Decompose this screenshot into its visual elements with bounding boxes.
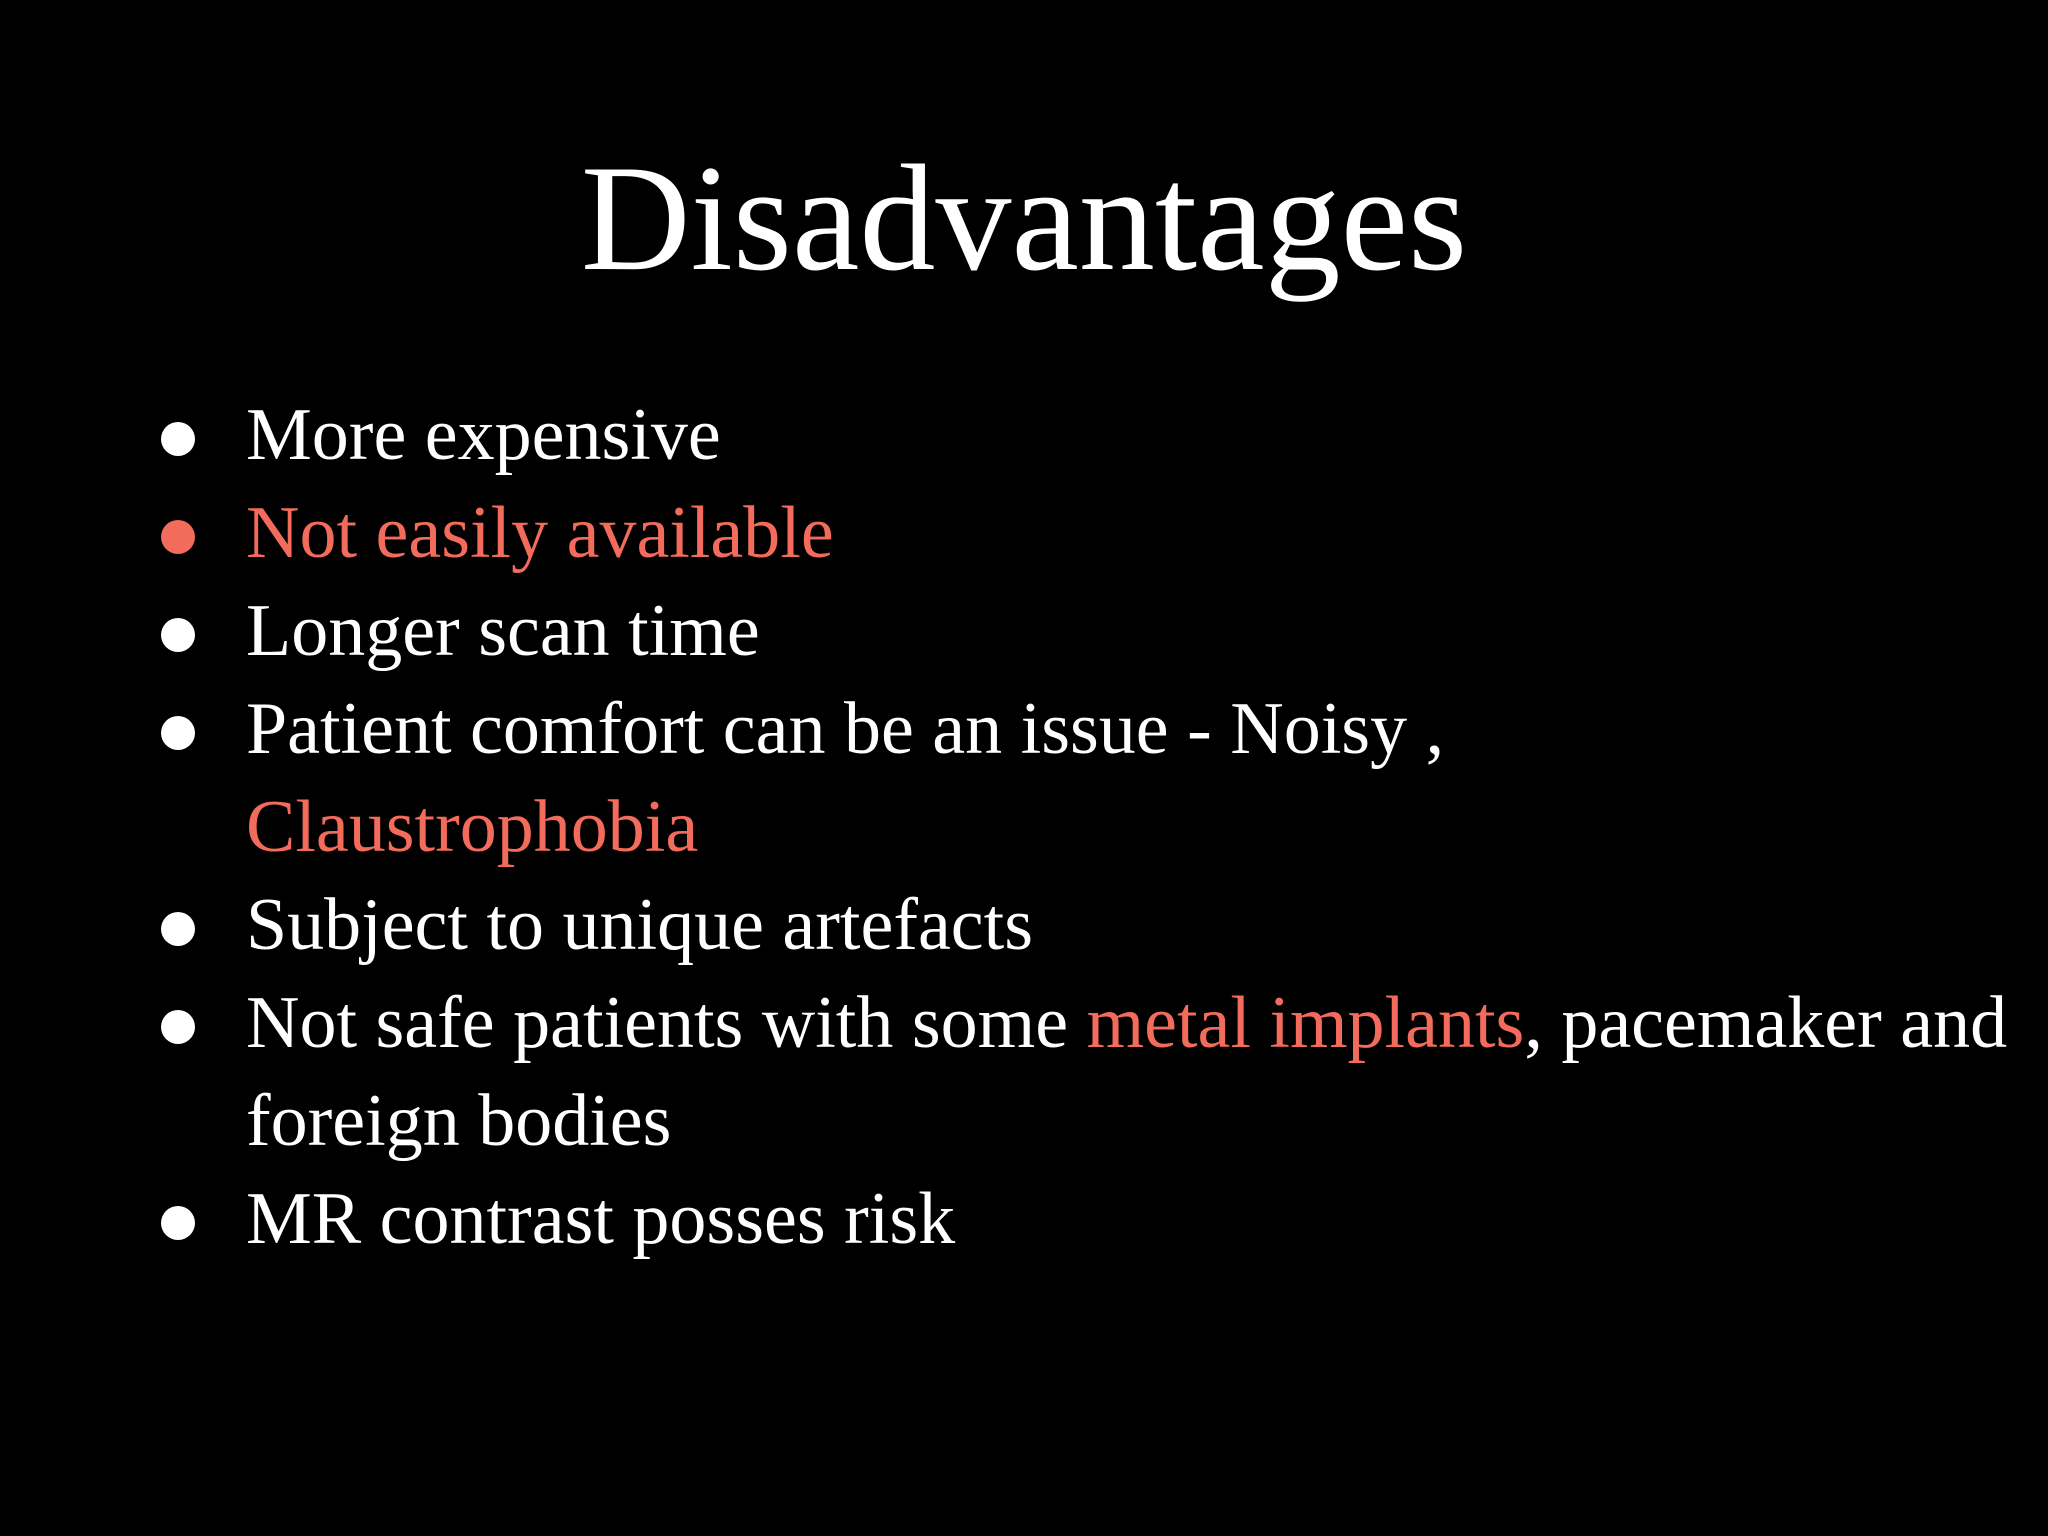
bullet-text-highlight: metal implants xyxy=(1086,982,1525,1064)
bullet-text-highlight: Claustrophobia xyxy=(246,786,699,868)
bullet-dot-icon xyxy=(161,520,195,554)
bullet-item-mr-contrast xyxy=(0,1170,2048,1268)
bullet-dot-icon xyxy=(161,1010,195,1044)
bullet-dot-icon xyxy=(161,618,195,652)
bullet-item-not-easily-available xyxy=(0,484,2048,582)
bullet-text: Patient comfort can be an issue - Noisy , xyxy=(246,688,1445,770)
bullet-list xyxy=(0,386,2048,1268)
bullet-item-unique-artefacts xyxy=(0,876,2048,974)
bullet-text: Not safe patients with some xyxy=(246,982,1087,1064)
bullet-text: More expensive xyxy=(246,394,721,476)
bullet-text: Longer scan time xyxy=(246,590,760,672)
bullet-dot-icon xyxy=(161,1206,195,1240)
slide-title: Disadvantages xyxy=(580,134,1468,302)
bullet-item-more-expensive xyxy=(0,386,2048,484)
bullet-text: , pacemaker and foreign bodies xyxy=(246,982,2008,1162)
bullet-item-metal-implants xyxy=(0,974,2048,1170)
bullet-dot-icon xyxy=(161,422,195,456)
bullet-item-patient-comfort xyxy=(0,680,2048,876)
bullet-text: MR contrast posses risk xyxy=(246,1178,956,1260)
bullet-item-longer-scan-time xyxy=(0,582,2048,680)
bullet-text: Subject to unique artefacts xyxy=(246,884,1034,966)
bullet-dot-icon xyxy=(161,716,195,750)
bullet-text-highlight: Not easily available xyxy=(246,492,834,574)
bullet-dot-icon xyxy=(161,912,195,946)
